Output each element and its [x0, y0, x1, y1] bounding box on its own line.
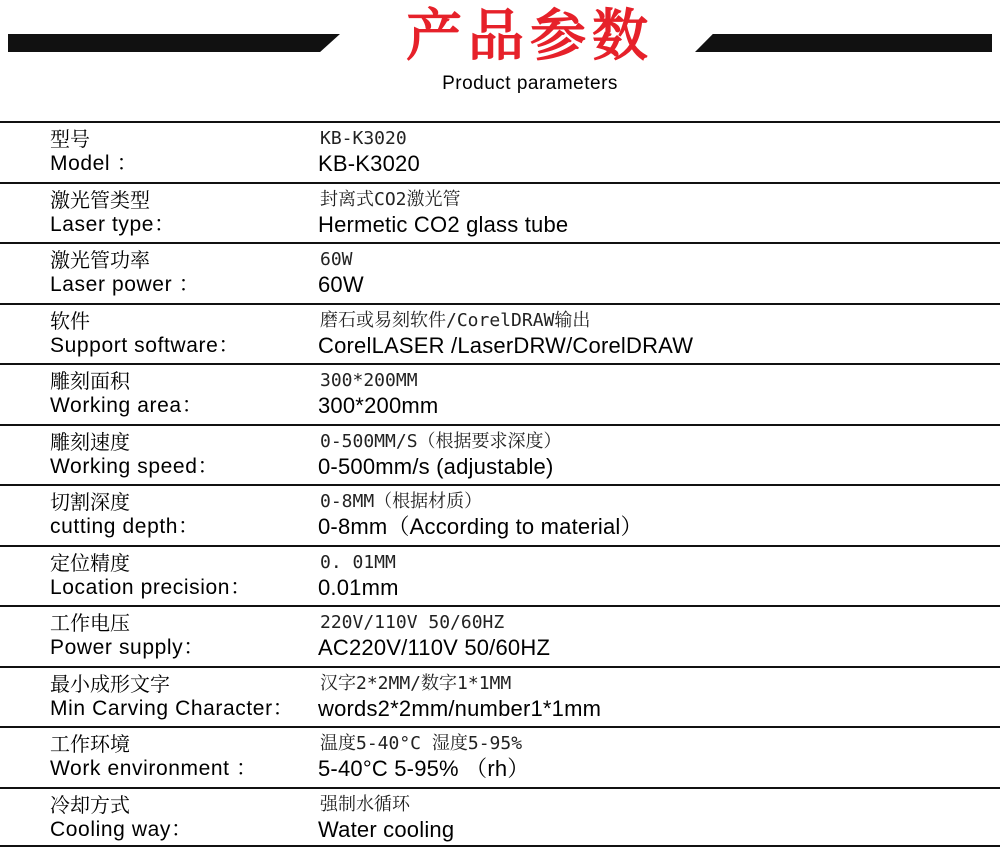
param-label-cn: 雕刻面积 — [50, 369, 130, 393]
page-title: 产品参数 — [406, 4, 654, 69]
param-value-en: 300*200mm — [318, 393, 439, 418]
param-label-en: Laser power ： — [50, 273, 201, 296]
table-row — [0, 242, 1000, 303]
param-value-en: words2*2mm/number1*1mm — [318, 695, 602, 721]
param-value-cn: 0. 01MM — [320, 551, 396, 573]
table-row — [0, 121, 1000, 182]
param-value-cn: 汉字2*2MM/数字1*1MM — [320, 672, 512, 694]
page-header — [0, 0, 1000, 120]
table-row — [0, 303, 1000, 364]
param-label-cn: 软件 — [50, 308, 90, 333]
param-label-en: Location precision： — [50, 575, 252, 599]
table-row — [0, 424, 1000, 485]
param-value-cn: 300*200MM — [320, 370, 418, 391]
param-label-cn: 切割深度 — [50, 490, 130, 514]
param-label-cn: 激光管功率 — [50, 248, 150, 272]
param-value-en: KB-K3020 — [318, 151, 420, 176]
param-value-en: 0.01mm — [318, 574, 399, 600]
param-value-cn: 磨石或易刻软件/CorelDRAW输出 — [320, 309, 591, 331]
param-value-en: AC220V/110V 50/60HZ — [318, 635, 551, 660]
param-label-en: Laser type： — [50, 212, 176, 236]
table-row — [0, 726, 1000, 787]
table-row — [0, 545, 1000, 606]
table-row — [0, 787, 1000, 848]
table-row — [0, 484, 1000, 545]
param-label-en: Power supply： — [50, 636, 205, 659]
param-value-en: 0-8mm（According to material） — [318, 514, 643, 539]
param-label-cn: 雕刻速度 — [50, 429, 130, 454]
param-value-cn: 0-500MM/S（根据要求深度） — [320, 430, 562, 452]
table-row — [0, 363, 1000, 424]
header-decor-bar-right — [695, 34, 992, 52]
param-value-en: 0-500mm/s (adjustable) — [318, 453, 554, 479]
param-value-cn: 0-8MM（根据材质） — [320, 491, 483, 512]
param-label-cn: 冷却方式 — [50, 792, 130, 817]
param-label-cn: 工作电压 — [50, 611, 130, 635]
param-value-cn: 强制水循环 — [320, 793, 410, 815]
param-value-cn: 封离式CO2激光管 — [320, 188, 461, 210]
param-label-en: Support software： — [50, 333, 240, 357]
param-value-en: Water cooling — [318, 816, 455, 842]
page-subtitle: Product parameters — [442, 73, 618, 94]
param-value-cn: KB-K3020 — [320, 128, 407, 149]
param-label-en: Cooling way： — [50, 817, 193, 841]
table-row — [0, 605, 1000, 666]
param-value-cn: 温度5-40°C 湿度5-95% — [320, 733, 523, 754]
param-label-en: Min Carving Character： — [50, 696, 295, 720]
param-label-en: Model ： — [50, 152, 139, 175]
param-label-en: Work environment ： — [50, 757, 258, 780]
param-label-en: Working area： — [50, 394, 204, 417]
param-label-cn: 定位精度 — [50, 550, 130, 575]
param-value-en: 60W — [318, 272, 364, 297]
param-value-cn: 220V/110V 50/60HZ — [320, 612, 505, 633]
param-value-cn: 60W — [320, 249, 353, 270]
param-label-cn: 激光管类型 — [50, 187, 150, 212]
parameters-table — [0, 121, 1000, 847]
param-label-cn: 最小成形文字 — [50, 671, 170, 696]
table-row — [0, 666, 1000, 727]
param-label-cn: 工作环境 — [50, 732, 130, 756]
table-row — [0, 182, 1000, 243]
param-label-en: Working speed： — [50, 454, 220, 478]
param-label-cn: 型号 — [50, 127, 90, 151]
param-label-en: cutting depth： — [50, 515, 200, 538]
param-value-en: Hermetic CO2 glass tube — [318, 211, 569, 237]
param-value-en: CorelLASER /LaserDRW/CorelDRAW — [318, 332, 694, 358]
param-value-en: 5-40°C 5-95% （rh） — [318, 756, 530, 781]
